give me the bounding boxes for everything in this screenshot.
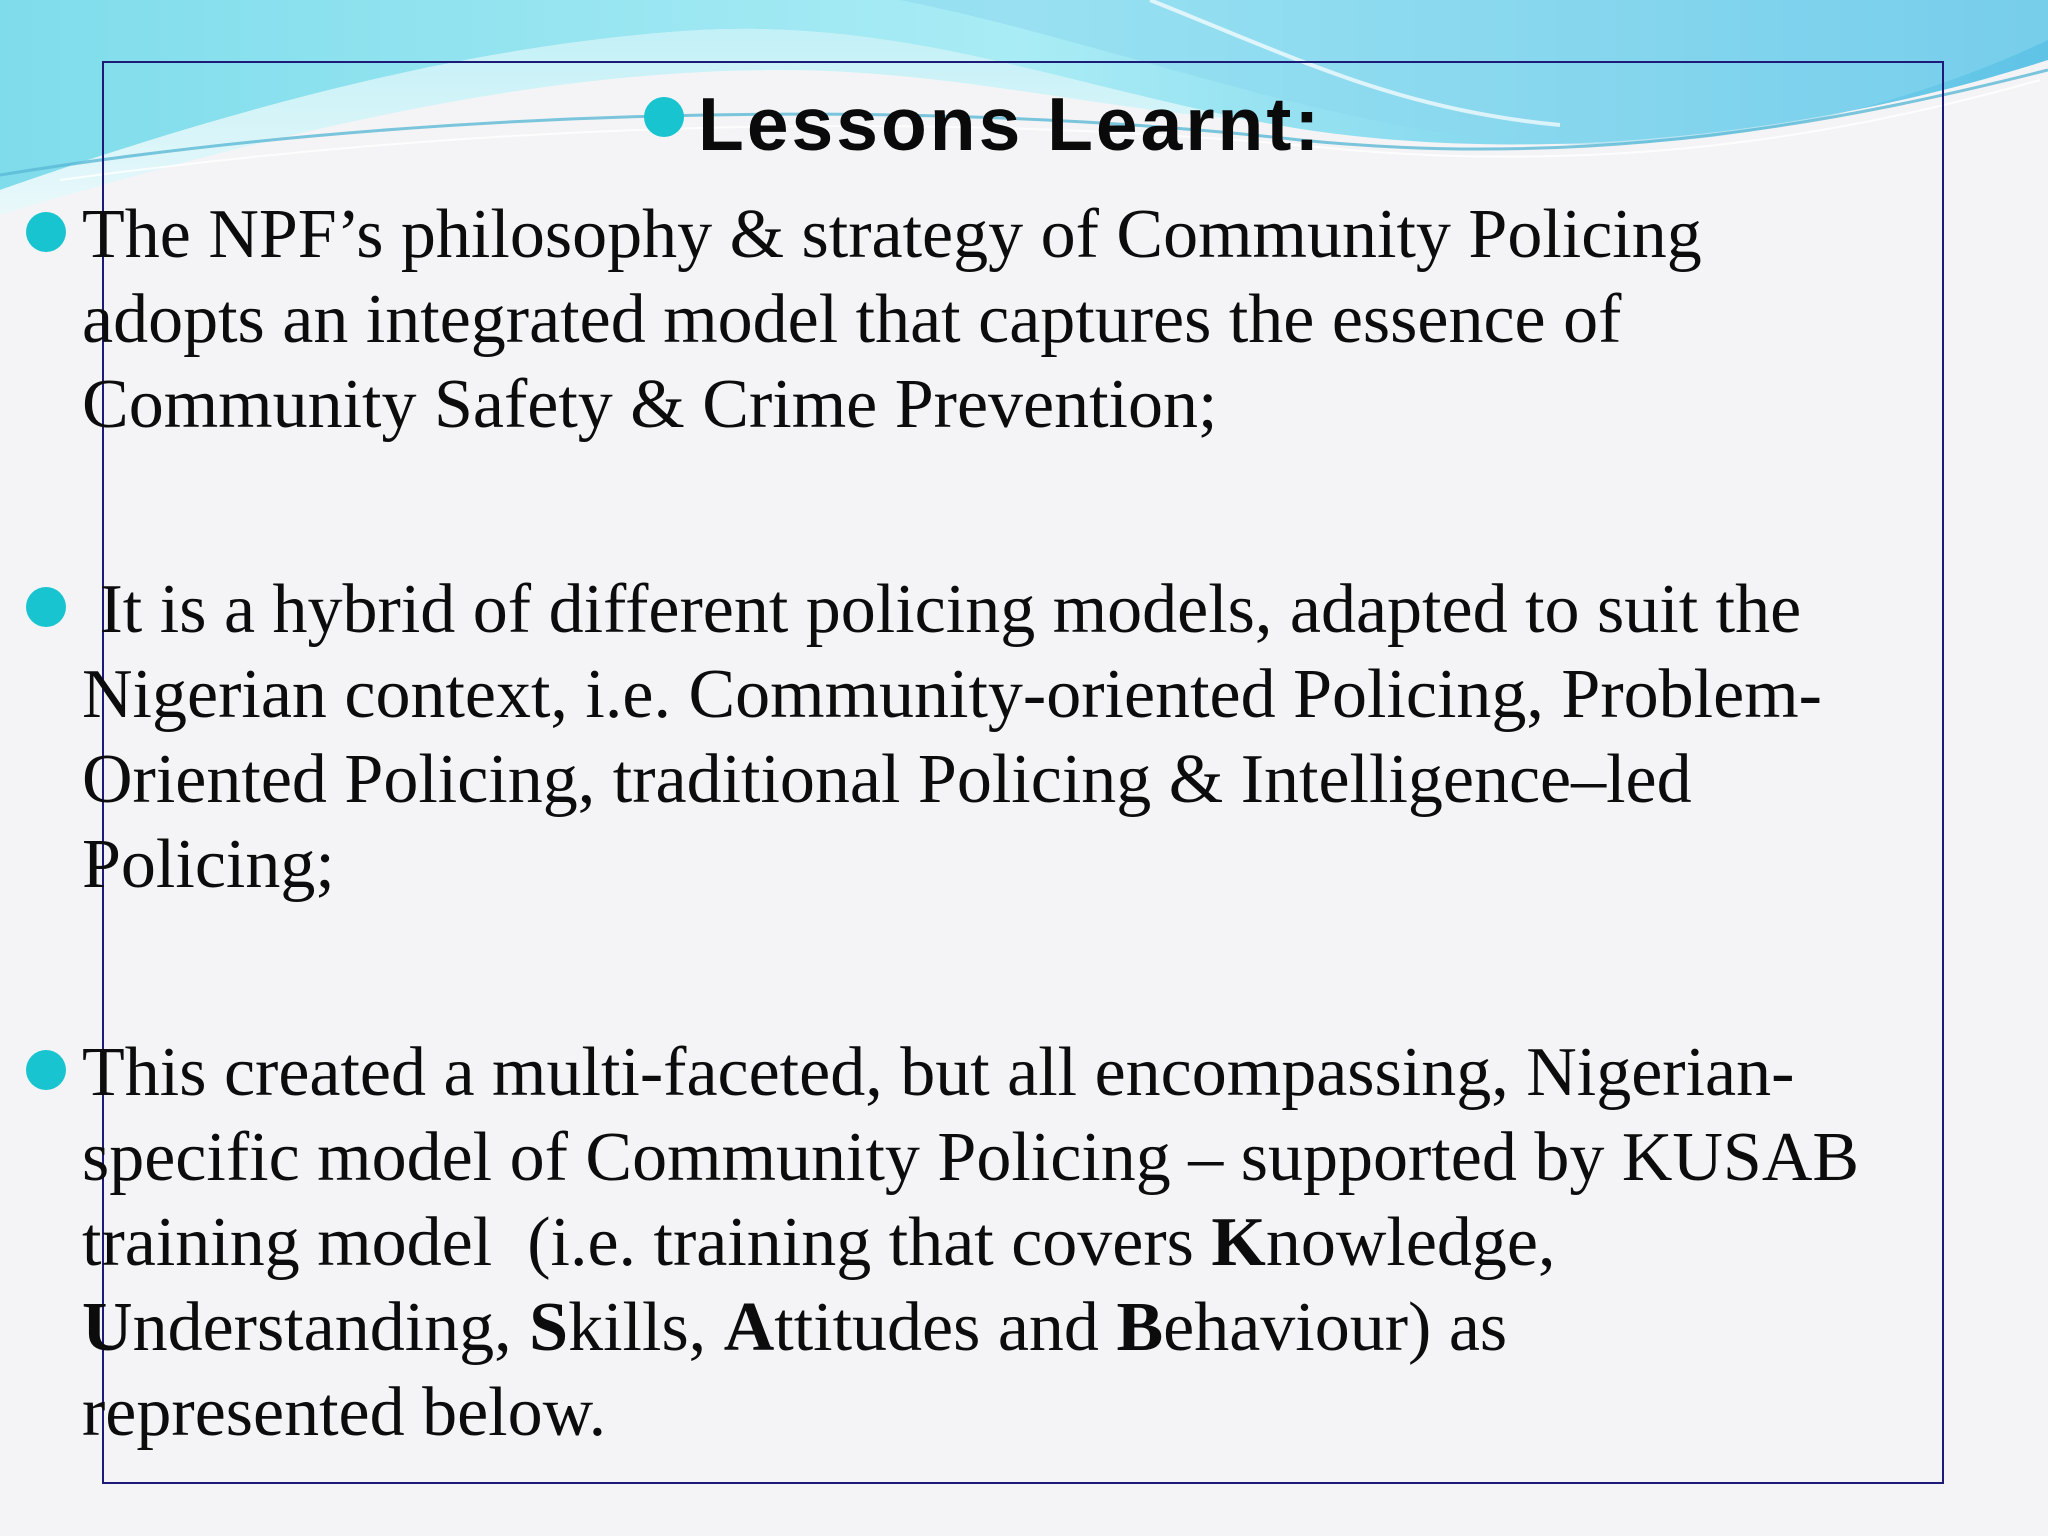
bullet-2-line-4: Policing; [82,826,335,903]
knowledge-rest: nowledge, [1265,1204,1556,1281]
bullet-3-line-2: specific model of Community Policing – supported by KUSAB [82,1119,1860,1196]
bullet-3-line-4 [82,1285,1982,1370]
bullet-3-line-5: represented below. [82,1374,607,1451]
attitudes-rest: ttitudes and [774,1289,1117,1366]
bullet-2-line-2: Nigerian context, i.e. Community-oriented Policing, Problem- [82,656,1822,733]
bullet-2-line-1: It is a hybrid of different policing models, adapted to suit the [82,571,1802,648]
emphasis-letter-s: S [529,1289,569,1366]
bullet-3-line-1: This created a multi-faceted, but all encompassing, Nigerian- [82,1034,1795,1111]
understanding-rest: nderstanding, [132,1289,530,1366]
emphasis-letter-a: A [723,1289,775,1366]
bullet-3-line-3 [82,1200,1982,1285]
bullet-1-line-3: Community Safety & Crime Prevention; [82,366,1218,443]
bullet-3-line-3-text: training model (i.e. training that covers [82,1204,1212,1281]
behaviour-rest: ehaviour) as [1163,1289,1508,1366]
bullet-icon [26,587,66,627]
bullet-item-2 [82,567,1982,907]
bullet-1-line-1: The NPF’s philosophy & strategy of Community Policing [82,196,1702,273]
slide-title-row [644,84,1322,164]
bullet-item-3 [82,1030,1982,1455]
slide-title: Lessons Learnt: [698,82,1323,166]
emphasis-letter-k: K [1211,1204,1266,1281]
emphasis-letter-u: U [82,1289,133,1366]
title-bullet-icon [644,97,684,137]
bullet-1-line-2: adopts an integrated model that captures the essence of [82,281,1622,358]
bullet-icon [26,1050,66,1090]
skills-rest: kills, [568,1289,724,1366]
bullet-2-line-3: Oriented Policing, traditional Policing & Intelligence–led [82,741,1692,818]
emphasis-letter-b: B [1116,1289,1164,1366]
bullet-item-1 [82,192,1982,447]
bullet-icon [26,212,66,252]
